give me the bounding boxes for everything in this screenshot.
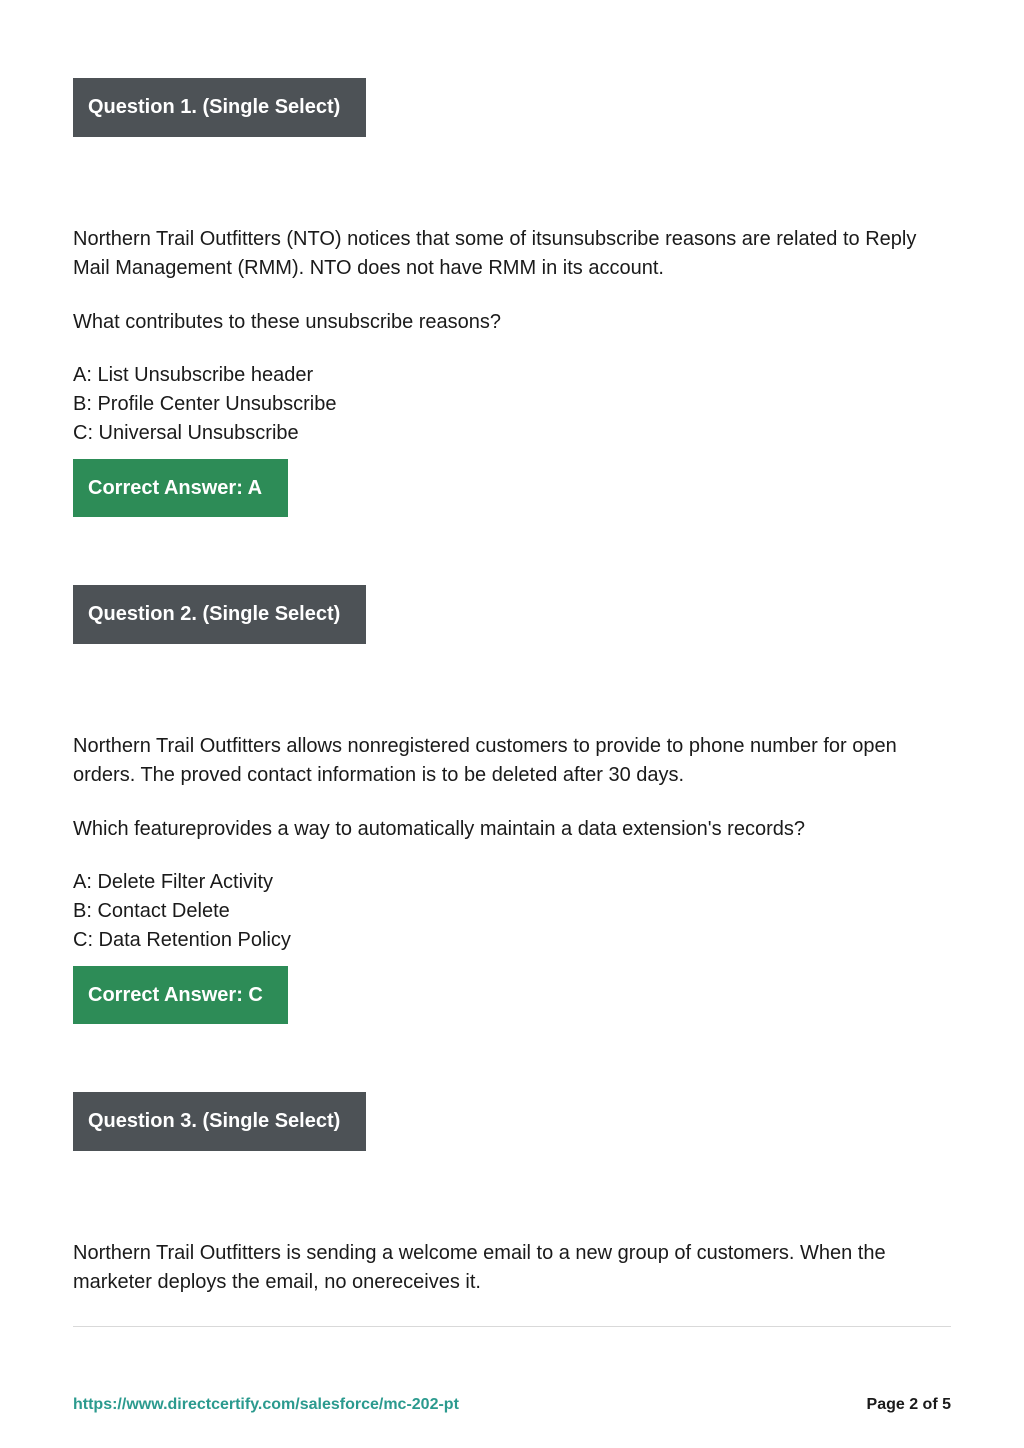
question-2-prompt: Which featureprovides a way to automatically maintain a data extension's records? xyxy=(73,818,805,840)
option-a: A: List Unsubscribe header xyxy=(73,364,314,386)
footer-url-link[interactable]: https://www.directcertify.com/salesforce/mc-202-pt xyxy=(73,1396,459,1413)
footer-divider xyxy=(73,1326,951,1327)
question-1-options xyxy=(73,361,953,448)
question-1-prompt: What contributes to these unsubscribe reasons? xyxy=(73,311,502,333)
question-1-stem: Northern Trail Outfitters (NTO) notices that some of itsunsubscribe reasons are related to Reply Mail Management (RMM). NTO does not have RMM in its account. xyxy=(73,228,917,279)
question-3-header: Question 3. (Single Select) xyxy=(73,1092,366,1151)
question-2-answer: Correct Answer: C xyxy=(73,966,288,1024)
question-3-stem: Northern Trail Outfitters is sending a welcome email to a new group of customers. When the marketer deploys the email, no onereceives it. xyxy=(73,1242,886,1293)
question-2-header: Question 2. (Single Select) xyxy=(73,585,366,644)
option-b: B: Profile Center Unsubscribe xyxy=(73,393,337,415)
page-number: Page 2 of 5 xyxy=(866,1396,951,1413)
option-c: C: Universal Unsubscribe xyxy=(73,422,299,444)
option-a: A: Delete Filter Activity xyxy=(73,871,274,893)
question-1-answer: Correct Answer: A xyxy=(73,459,288,517)
question-2-stem: Northern Trail Outfitters allows nonregistered customers to provide to phone number for open orders. The proved contact information is to be deleted after 30 days. xyxy=(73,735,897,786)
question-1-header: Question 1. (Single Select) xyxy=(73,78,366,137)
question-2-options xyxy=(73,868,953,955)
option-c: C: Data Retention Policy xyxy=(73,929,291,951)
option-b: B: Contact Delete xyxy=(73,900,230,922)
